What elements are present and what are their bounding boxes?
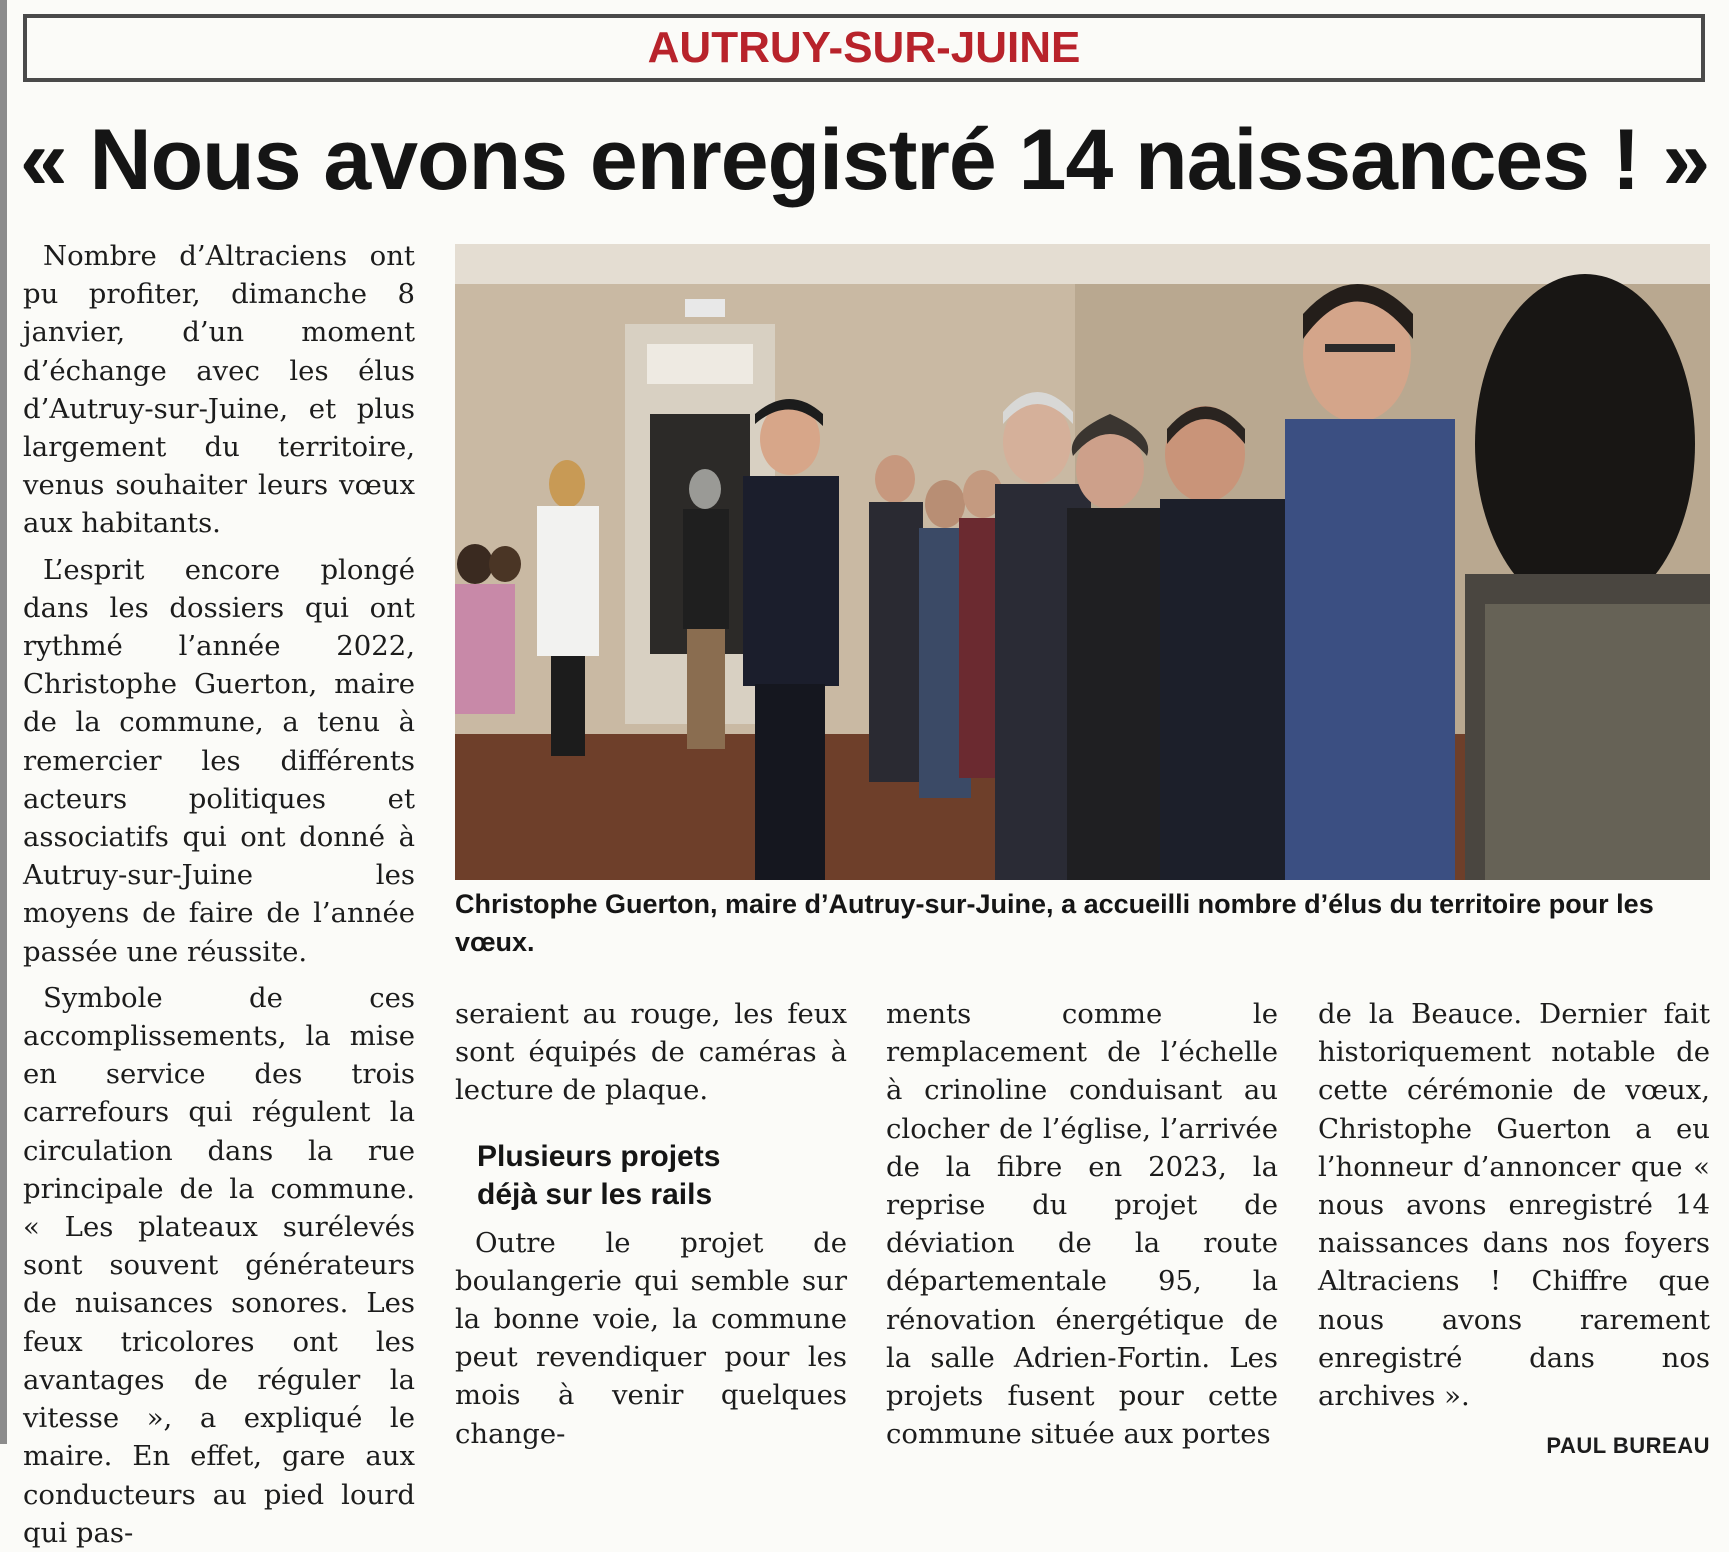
article-column-2 bbox=[455, 995, 847, 1453]
article-column-1 bbox=[23, 237, 415, 1552]
kicker-frame bbox=[23, 14, 1705, 82]
author-signature: PAUL BUREAU bbox=[1546, 1433, 1710, 1459]
photo-caption: Christophe Guerton, maire d’Autruy-sur-Juine, a accueilli nombre d’élus du territoire pour les vœux. bbox=[455, 889, 1654, 957]
subhead bbox=[477, 1138, 847, 1214]
article-column-4 bbox=[1318, 995, 1710, 1459]
subhead-line-2: déjà sur les rails bbox=[477, 1177, 713, 1211]
paragraph-cameras: seraient au rouge, les feux sont équipés de caméras à lecture de plaque. bbox=[455, 998, 847, 1107]
page-edge-rule bbox=[0, 0, 7, 1444]
article-photo bbox=[455, 244, 1710, 880]
paragraph-intro: Nombre d’Altraciens ont pu profiter, dimanche 8 janvier, d’un moment d’échange avec les élus d’Autruy-sur-Juine, et plus largement du territoire, venus souhaiter leurs vœux aux habitants. bbox=[23, 240, 415, 540]
subhead-line-1: Plusieurs projets bbox=[477, 1139, 721, 1173]
article-column-3 bbox=[886, 995, 1278, 1453]
paragraph-projects-continued: ments comme le remplacement de l’échelle à crinoline conduisant au clocher de l’église, l’arrivée de la fibre en 2023, la reprise du projet de déviation de la route départementale 95, la rénovation énergétique de la salle Adrien-Fortin. Les projets fusent pour cette commune située aux portes bbox=[886, 998, 1278, 1451]
photo-illustration bbox=[455, 244, 1710, 880]
paragraph-thanks: L’esprit encore plongé dans les dossiers qui ont rythmé l’année 2022, Christophe Guerton, maire de la commune, a tenu à remercier les différents acteurs politiques et associatifs qui ont donné à Autruy-sur-Juine les moyens de faire de l’année passée une réussite. bbox=[23, 553, 415, 968]
paragraph-births: de la Beauce. Dernier fait historiquement notable de cette cérémonie de vœux, Christophe Guerton a eu l’honneur d’annoncer que « nous avons enregistré 14 naissances dans nos foyers Altraciens ! Chiffre que nous avons rarement enregistré dans nos archives ». bbox=[1318, 998, 1710, 1413]
headline: « Nous avons enregistré 14 naissances ! » bbox=[19, 112, 1710, 208]
paragraph-projects: Outre le projet de boulangerie qui semble sur la bonne voie, la commune peut revendiquer pour les mois à venir quelques change- bbox=[455, 1226, 847, 1450]
paragraph-crossroads: Symbole de ces accomplissements, la mise en service des trois carrefours qui régulent la circulation dans la rue principale de la commune. « Les plateaux surélevés sont souvent générateurs de nuisances sonores. Les feux tricolores ont les avantages de réguler la vitesse », a expliqué le maire. En effet, gare aux conducteurs au pied lourd qui pas- bbox=[23, 981, 415, 1549]
kicker: AUTRUY-SUR-JUINE bbox=[647, 23, 1081, 72]
